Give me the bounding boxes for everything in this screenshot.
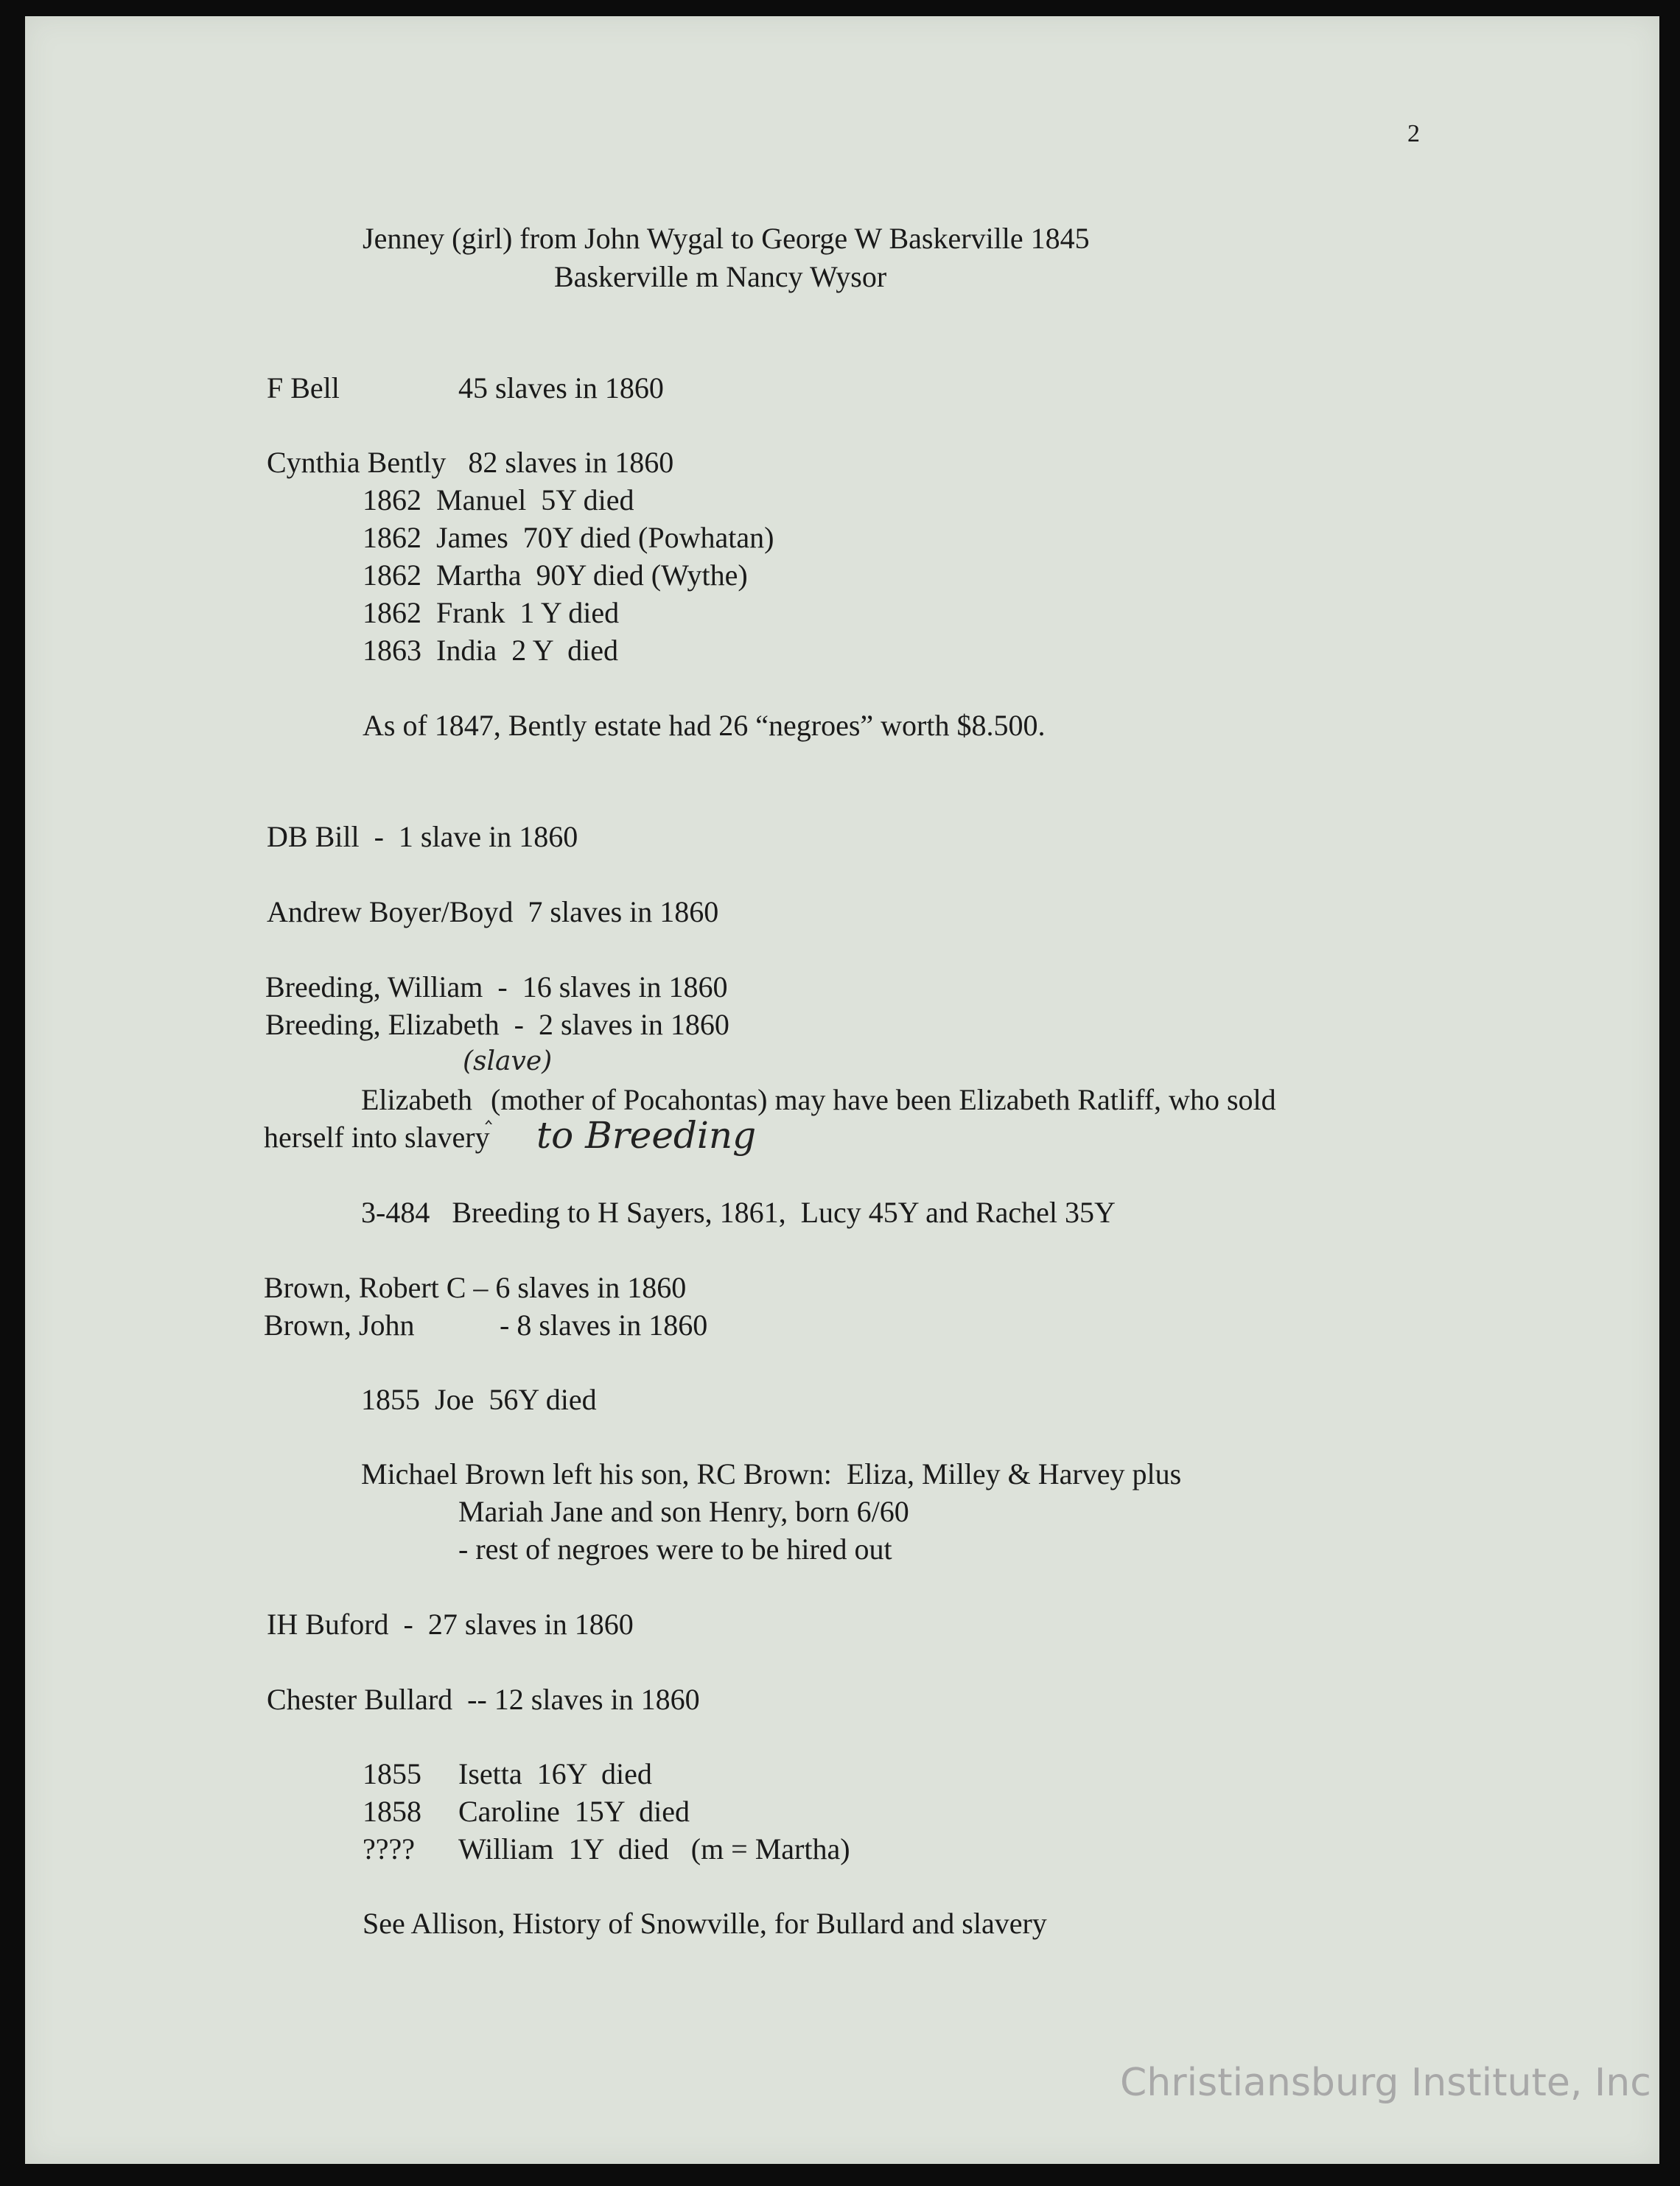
brown-john-name: Brown, John — [264, 1309, 415, 1342]
bell-name: F Bell — [267, 371, 340, 404]
bently-death-2: 1862 James 70Y died (Powhatan) — [363, 521, 774, 554]
page-number: 2 — [1407, 120, 1420, 147]
bently-death-3: 1862 Martha 90Y died (Wythe) — [363, 558, 748, 592]
bently-death-5: 1863 India 2 Y died — [363, 634, 618, 667]
brown-will-line2: Mariah Jane and son Henry, born 6/60 — [458, 1495, 909, 1528]
watermark: Christiansburg Institute, Inc — [1120, 2061, 1651, 2105]
breeding-elizabeth: Breeding, Elizabeth - 2 slaves in 1860 — [265, 1008, 729, 1041]
breeding-sale: 3-484 Breeding to H Sayers, 1861, Lucy 45Y and Rachel 35Y — [361, 1196, 1116, 1229]
bullard-death-3-year: ???? — [363, 1832, 416, 1866]
brown-john-count: - 8 slaves in 1860 — [500, 1309, 708, 1342]
bullard-death-2-year: 1858 — [363, 1795, 421, 1828]
brown-will-line1: Michael Brown left his son, RC Brown: Eliza, Milley & Harvey plus — [361, 1457, 1182, 1490]
bullard-death-1-year: 1855 — [363, 1757, 421, 1790]
bently-title: Cynthia Bently 82 slaves in 1860 — [267, 446, 674, 479]
brown-death: 1855 Joe 56Y died — [361, 1383, 597, 1416]
bullard-title: Chester Bullard -- 12 slaves in 1860 — [267, 1683, 700, 1716]
bullard-see-note: See Allison, History of Snowville, for Bullard and slavery — [363, 1907, 1047, 1940]
bently-note: As of 1847, Bently estate had 26 “negroes” worth $8.500. — [363, 709, 1046, 742]
handwritten-slave-insert: (slave) — [463, 1046, 553, 1076]
bill-entry: DB Bill - 1 slave in 1860 — [267, 820, 578, 853]
brown-robert: Brown, Robert C – 6 slaves in 1860 — [264, 1271, 687, 1304]
boyer-entry: Andrew Boyer/Boyd 7 slaves in 1860 — [267, 895, 719, 928]
bently-death-1: 1862 Manuel 5Y died — [363, 483, 634, 516]
breeding-note-line1a: Elizabeth — [361, 1083, 473, 1116]
bullard-death-2-text: Caroline 15Y died — [458, 1795, 690, 1828]
breeding-note-line2: herself into slavery — [264, 1121, 490, 1154]
bullard-death-1-text: Isetta 16Y died — [458, 1757, 652, 1790]
breeding-note-line1b: (mother of Pocahontas) may have been Elizabeth Ratliff, who sold — [491, 1083, 1276, 1116]
brown-will-line3: - rest of negroes were to be hired out — [458, 1532, 892, 1566]
header-line-2: Baskerville m Nancy Wysor — [554, 260, 887, 293]
handwritten-to-breeding: to Breeding — [536, 1114, 757, 1157]
bell-count: 45 slaves in 1860 — [458, 371, 664, 404]
buford-entry: IH Buford - 27 slaves in 1860 — [267, 1608, 634, 1641]
bently-death-4: 1862 Frank 1 Y died — [363, 596, 620, 629]
header-line-1: Jenney (girl) from John Wygal to George W Baskerville 1845 — [363, 222, 1090, 255]
bullard-death-3-text: William 1Y died (m = Martha) — [458, 1832, 850, 1866]
breeding-william: Breeding, William - 16 slaves in 1860 — [265, 970, 728, 1003]
insertion-caret: ‸ — [485, 1100, 493, 1124]
